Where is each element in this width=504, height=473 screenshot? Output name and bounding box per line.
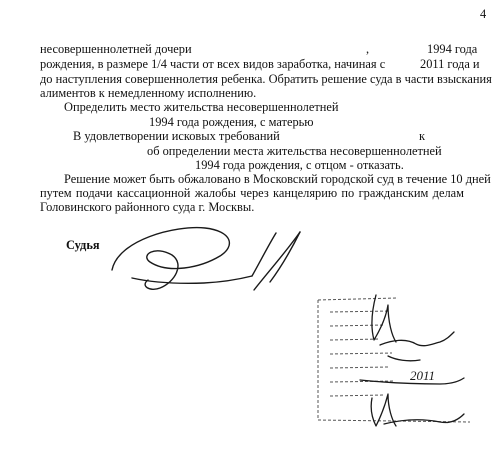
text-line-2b: 2011 года и [420,57,480,71]
text-line-7b: к [419,129,426,143]
text-line-9: 1994 года рождения, с отцом - отказать. [195,158,404,172]
text-line-3: до наступления совершеннолетия ребенка. Обратить решение суда в части взыскания [40,72,492,86]
text-line-10: Решение может быть обжаловано в Московский городской суд в течение 10 дней [64,172,491,186]
text-line-11: путем подачи кассационной жалобы через канцелярию по гражданским делам [40,186,464,200]
text-line-8: об определении места жительства несовершеннолетней [147,144,442,158]
text-line-1b: , [366,42,370,56]
page-number: 4 [480,7,487,21]
text-line-6: 1994 года рождения, с матерью [149,115,314,129]
text-line-12: Головинского районного суда г. Москвы. [40,200,255,214]
text-line-7a: В удовлетворении исковых требований [73,129,280,143]
text-line-4: алиментов к немедленному исполнению. [40,86,257,100]
text-line-1a: несовершеннолетней дочери [40,42,192,56]
text-line-1c: 1994 года [427,42,478,56]
text-line-5: Определить место жительства несовершеннолетней [64,100,339,114]
stamp-date: 2011 [410,368,436,383]
text-line-2a: рождения, в размере 1/4 части от всех видов заработка, начиная с [40,57,386,71]
judge-label: Судья [66,238,100,252]
